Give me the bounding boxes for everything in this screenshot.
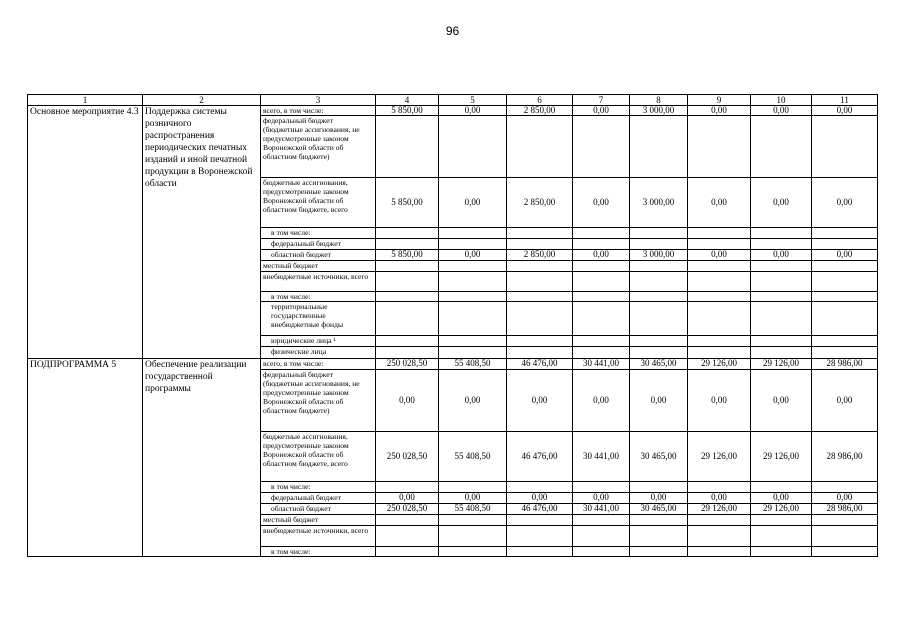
amount-cell — [507, 228, 573, 239]
amount-cell: 250 028,50 — [376, 359, 439, 370]
amount-cell: 29 126,00 — [751, 504, 812, 515]
amount-cell: 29 126,00 — [688, 359, 751, 370]
amount-cell: 250 028,50 — [376, 432, 439, 482]
amount-cell — [439, 515, 507, 526]
amount-cell — [439, 228, 507, 239]
amount-cell: 0,00 — [751, 178, 812, 228]
amount-cell: 29 126,00 — [751, 359, 812, 370]
amount-cell: 0,00 — [751, 250, 812, 261]
funding-source-label: юридические лица ¹ — [261, 336, 376, 347]
amount-cell — [751, 526, 812, 547]
amount-cell — [573, 228, 630, 239]
amount-cell: 28 986,00 — [812, 432, 878, 482]
amount-cell — [507, 347, 573, 359]
amount-cell: 0,00 — [439, 250, 507, 261]
header-cell: 2 — [143, 95, 261, 106]
amount-cell — [573, 526, 630, 547]
amount-cell — [439, 302, 507, 336]
amount-cell: 30 441,00 — [573, 359, 630, 370]
amount-cell — [507, 239, 573, 250]
amount-cell: 5 850,00 — [376, 178, 439, 228]
funding-source-label: федеральный бюджет — [261, 493, 376, 504]
amount-cell — [507, 547, 573, 557]
amount-cell — [507, 116, 573, 178]
header-cell: 1 — [28, 95, 143, 106]
amount-cell — [573, 482, 630, 493]
amount-cell — [376, 239, 439, 250]
amount-cell: 30 465,00 — [630, 359, 688, 370]
amount-cell — [812, 261, 878, 272]
amount-cell — [688, 526, 751, 547]
amount-cell — [630, 515, 688, 526]
amount-cell: 30 465,00 — [630, 504, 688, 515]
amount-cell: 0,00 — [812, 493, 878, 504]
header-row — [28, 95, 878, 106]
funding-source-label: федеральный бюджет (бюджетные ассигнования, не предусмотренные законом Воронежской области об областном бюджете) — [261, 116, 376, 178]
amount-cell — [688, 116, 751, 178]
amount-cell — [751, 336, 812, 347]
amount-cell: 5 850,00 — [376, 250, 439, 261]
amount-cell — [376, 261, 439, 272]
amount-cell — [376, 116, 439, 178]
amount-cell — [688, 336, 751, 347]
funding-source-label: территориальные государственные внебюджетные фонды — [261, 302, 376, 336]
header-cell: 5 — [439, 95, 507, 106]
amount-cell: 0,00 — [751, 370, 812, 432]
amount-cell: 0,00 — [751, 493, 812, 504]
funding-source-label: в том числе: — [261, 292, 376, 302]
funding-source-label: областной бюджет — [261, 504, 376, 515]
amount-cell: 29 126,00 — [688, 504, 751, 515]
amount-cell — [573, 347, 630, 359]
amount-cell: 0,00 — [751, 106, 812, 116]
funding-source-label: всего, в том числе: — [261, 359, 376, 370]
amount-cell — [630, 347, 688, 359]
amount-cell — [812, 547, 878, 557]
amount-cell: 2 850,00 — [507, 106, 573, 116]
amount-cell: 0,00 — [688, 106, 751, 116]
program-description: Поддержка системы розничного распространения периодических печатных изданий и иной печатной продукции в Воронежской области — [143, 106, 261, 359]
amount-cell — [507, 261, 573, 272]
amount-cell — [439, 347, 507, 359]
amount-cell — [630, 336, 688, 347]
amount-cell: 3 000,00 — [630, 250, 688, 261]
amount-cell — [573, 239, 630, 250]
amount-cell — [376, 547, 439, 557]
amount-cell — [751, 239, 812, 250]
amount-cell: 0,00 — [573, 370, 630, 432]
amount-cell — [507, 515, 573, 526]
amount-cell: 28 986,00 — [812, 504, 878, 515]
amount-cell: 46 476,00 — [507, 432, 573, 482]
amount-cell: 30 441,00 — [573, 432, 630, 482]
header-cell: 10 — [751, 95, 812, 106]
funding-source-label: местный бюджет — [261, 515, 376, 526]
amount-cell — [812, 272, 878, 292]
amount-cell: 29 126,00 — [751, 432, 812, 482]
amount-cell: 2 850,00 — [507, 178, 573, 228]
table-row — [28, 359, 878, 370]
amount-cell — [751, 482, 812, 493]
amount-cell: 0,00 — [573, 493, 630, 504]
amount-cell — [573, 272, 630, 292]
header-cell: 9 — [688, 95, 751, 106]
amount-cell: 5 850,00 — [376, 106, 439, 116]
amount-cell — [507, 336, 573, 347]
amount-cell: 0,00 — [630, 493, 688, 504]
amount-cell — [630, 526, 688, 547]
amount-cell — [507, 272, 573, 292]
funding-source-label: физические лица — [261, 347, 376, 359]
amount-cell: 0,00 — [812, 250, 878, 261]
amount-cell: 0,00 — [688, 493, 751, 504]
amount-cell — [439, 272, 507, 292]
amount-cell — [573, 292, 630, 302]
header-cell: 11 — [812, 95, 878, 106]
budget-table — [27, 94, 878, 557]
funding-source-label: в том числе: — [261, 228, 376, 239]
amount-cell — [751, 302, 812, 336]
amount-cell — [630, 116, 688, 178]
amount-cell — [688, 228, 751, 239]
funding-source-label: местный бюджет — [261, 261, 376, 272]
amount-cell: 0,00 — [573, 178, 630, 228]
program-name: Основное мероприятие 4.3 — [28, 106, 143, 359]
amount-cell — [376, 482, 439, 493]
amount-cell — [630, 302, 688, 336]
amount-cell: 30 465,00 — [630, 432, 688, 482]
amount-cell — [573, 515, 630, 526]
amount-cell — [630, 482, 688, 493]
amount-cell — [439, 547, 507, 557]
amount-cell — [751, 272, 812, 292]
amount-cell — [573, 116, 630, 178]
funding-source-label: бюджетные ассигнования, предусмотренные законом Воронежской области об областном бюджете, всего — [261, 432, 376, 482]
amount-cell: 0,00 — [573, 250, 630, 261]
amount-cell — [812, 336, 878, 347]
amount-cell — [507, 482, 573, 493]
amount-cell: 0,00 — [439, 106, 507, 116]
program-description: Обеспечение реализации государственной программы — [143, 359, 261, 557]
amount-cell: 29 126,00 — [688, 432, 751, 482]
amount-cell — [573, 547, 630, 557]
amount-cell — [688, 272, 751, 292]
amount-cell — [376, 228, 439, 239]
amount-cell — [573, 261, 630, 272]
amount-cell — [751, 292, 812, 302]
amount-cell — [573, 336, 630, 347]
funding-source-label: в том числе: — [261, 482, 376, 493]
funding-source-label: федеральный бюджет (бюджетные ассигнования, не предусмотренные законом Воронежской области об областном бюджете) — [261, 370, 376, 432]
amount-cell — [688, 482, 751, 493]
amount-cell — [751, 261, 812, 272]
funding-source-label: всего, в том числе: — [261, 106, 376, 116]
amount-cell: 0,00 — [812, 106, 878, 116]
amount-cell — [439, 482, 507, 493]
funding-source-label: областной бюджет — [261, 250, 376, 261]
header-cell: 6 — [507, 95, 573, 106]
amount-cell — [439, 239, 507, 250]
amount-cell: 30 441,00 — [573, 504, 630, 515]
amount-cell — [507, 302, 573, 336]
amount-cell: 2 850,00 — [507, 250, 573, 261]
funding-source-label: внебюджетные источники, всего — [261, 526, 376, 547]
amount-cell: 55 408,50 — [439, 359, 507, 370]
funding-source-label: бюджетные ассигнования, предусмотренные законом Воронежской области об областном бюджете, всего — [261, 178, 376, 228]
amount-cell: 28 986,00 — [812, 359, 878, 370]
amount-cell — [688, 261, 751, 272]
amount-cell: 55 408,50 — [439, 504, 507, 515]
amount-cell — [376, 526, 439, 547]
amount-cell — [630, 272, 688, 292]
amount-cell — [812, 482, 878, 493]
amount-cell — [630, 547, 688, 557]
amount-cell — [688, 515, 751, 526]
amount-cell — [812, 526, 878, 547]
amount-cell: 0,00 — [439, 493, 507, 504]
amount-cell — [688, 239, 751, 250]
amount-cell: 0,00 — [439, 178, 507, 228]
amount-cell — [812, 116, 878, 178]
funding-source-label: федеральный бюджет — [261, 239, 376, 250]
funding-source-label: внебюджетные источники, всего — [261, 272, 376, 292]
amount-cell: 3 000,00 — [630, 178, 688, 228]
amount-cell — [688, 302, 751, 336]
header-cell: 7 — [573, 95, 630, 106]
amount-cell — [376, 336, 439, 347]
amount-cell — [630, 292, 688, 302]
amount-cell: 0,00 — [630, 370, 688, 432]
amount-cell — [688, 292, 751, 302]
amount-cell — [812, 228, 878, 239]
page-number: 96 — [445, 24, 460, 38]
amount-cell — [630, 228, 688, 239]
amount-cell — [439, 526, 507, 547]
amount-cell: 55 408,50 — [439, 432, 507, 482]
amount-cell — [439, 116, 507, 178]
amount-cell — [439, 336, 507, 347]
amount-cell: 0,00 — [439, 370, 507, 432]
amount-cell: 46 476,00 — [507, 504, 573, 515]
amount-cell — [376, 515, 439, 526]
amount-cell: 46 476,00 — [507, 359, 573, 370]
amount-cell — [439, 261, 507, 272]
amount-cell — [573, 302, 630, 336]
amount-cell: 0,00 — [688, 178, 751, 228]
amount-cell: 250 028,50 — [376, 504, 439, 515]
amount-cell: 0,00 — [376, 370, 439, 432]
amount-cell — [812, 302, 878, 336]
amount-cell — [439, 292, 507, 302]
amount-cell — [376, 272, 439, 292]
amount-cell — [376, 347, 439, 359]
amount-cell — [507, 526, 573, 547]
amount-cell: 0,00 — [812, 370, 878, 432]
amount-cell — [751, 515, 812, 526]
amount-cell: 0,00 — [507, 370, 573, 432]
amount-cell — [812, 347, 878, 359]
amount-cell — [751, 116, 812, 178]
amount-cell — [812, 515, 878, 526]
amount-cell — [812, 292, 878, 302]
amount-cell — [751, 347, 812, 359]
program-name: ПОДПРОГРАММА 5 — [28, 359, 143, 557]
amount-cell — [376, 292, 439, 302]
amount-cell — [630, 239, 688, 250]
funding-source-label: в том числе: — [261, 547, 376, 557]
amount-cell — [688, 547, 751, 557]
amount-cell — [630, 261, 688, 272]
header-cell: 4 — [376, 95, 439, 106]
header-cell: 8 — [630, 95, 688, 106]
amount-cell: 0,00 — [573, 106, 630, 116]
amount-cell: 3 000,00 — [630, 106, 688, 116]
amount-cell: 0,00 — [812, 178, 878, 228]
amount-cell — [751, 547, 812, 557]
amount-cell — [751, 228, 812, 239]
amount-cell — [507, 292, 573, 302]
amount-cell: 0,00 — [688, 250, 751, 261]
amount-cell — [688, 347, 751, 359]
amount-cell: 0,00 — [688, 370, 751, 432]
amount-cell: 0,00 — [376, 493, 439, 504]
amount-cell — [812, 239, 878, 250]
amount-cell — [376, 302, 439, 336]
header-cell: 3 — [261, 95, 376, 106]
table-row — [28, 106, 878, 116]
amount-cell: 0,00 — [507, 493, 573, 504]
